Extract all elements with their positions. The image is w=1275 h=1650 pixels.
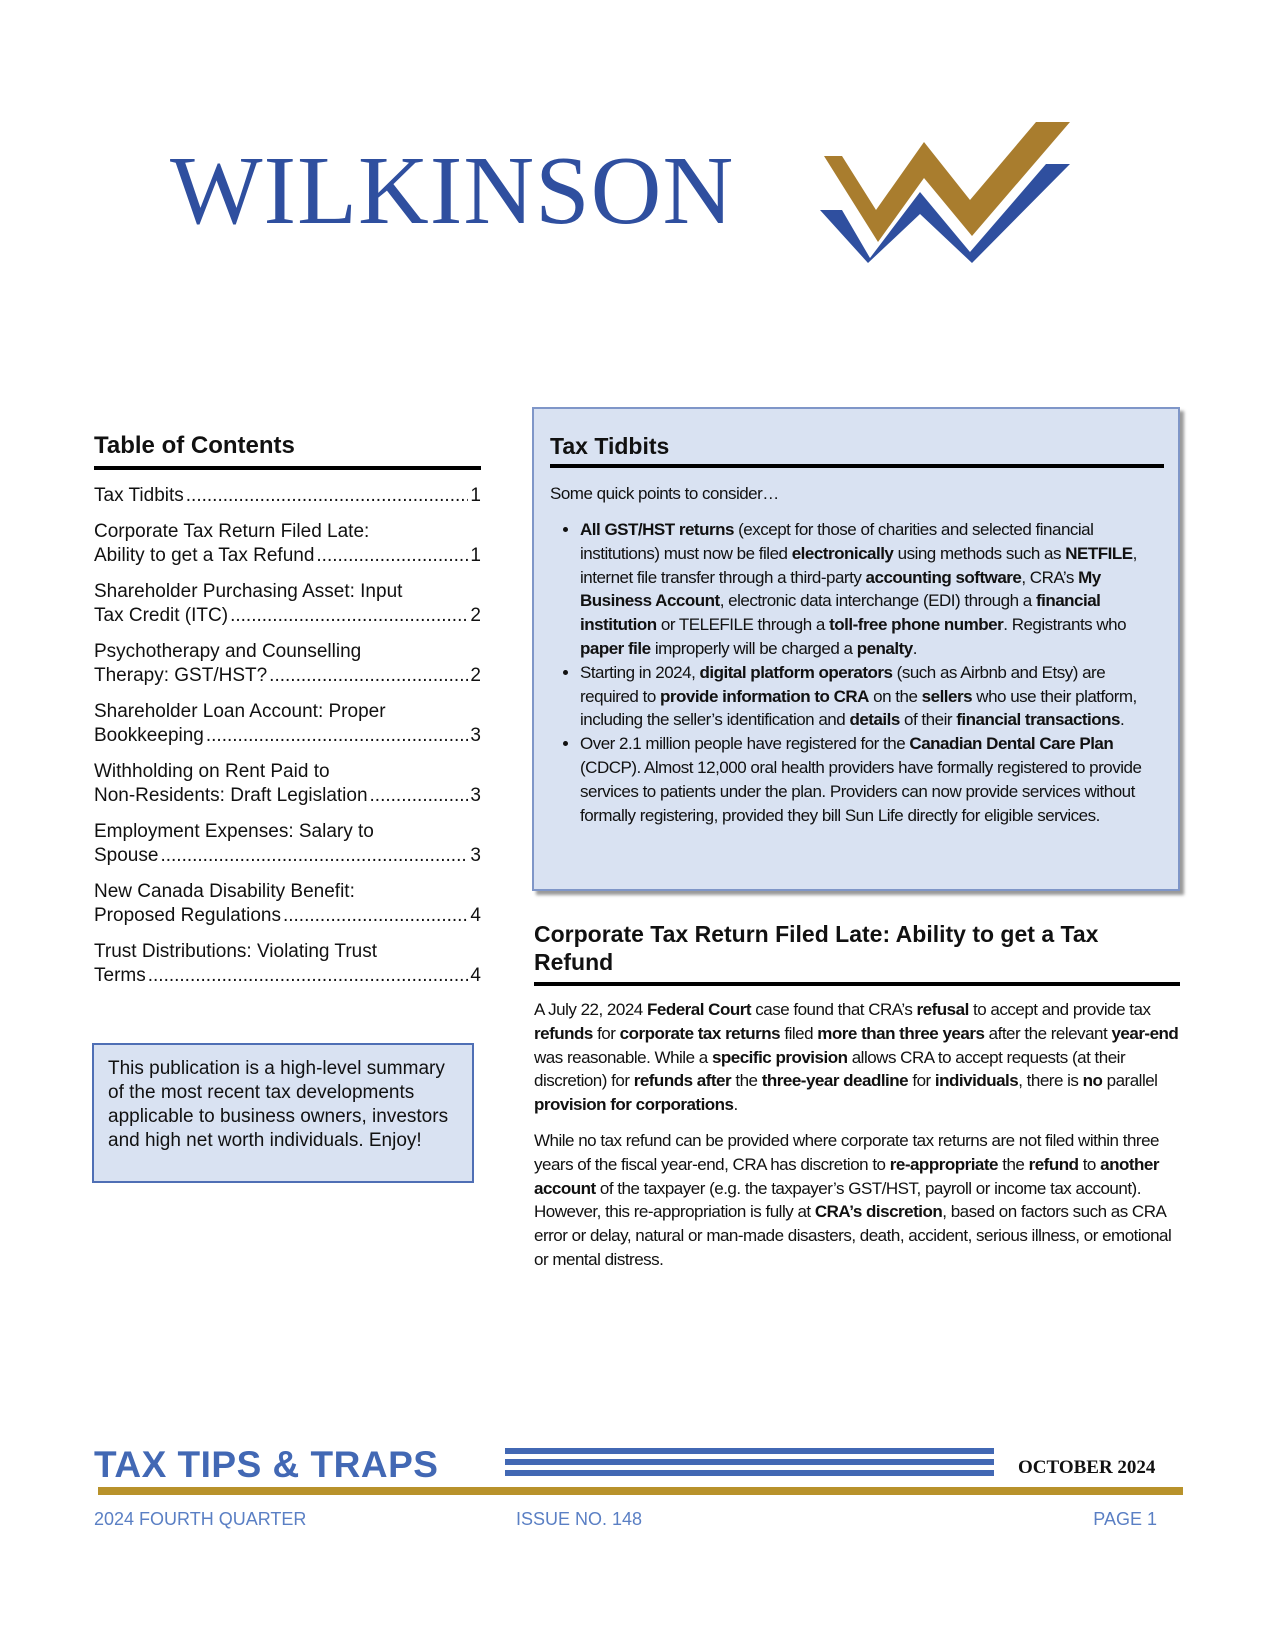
tidbit-bullet <box>580 661 1164 732</box>
bold-text: sellers <box>921 686 973 706</box>
toc-entry[interactable] <box>94 520 481 568</box>
toc-entry-title: Spouse <box>94 845 159 866</box>
article-corporate-tax-return <box>534 920 1180 1272</box>
toc-dot-leader <box>269 664 468 688</box>
toc-entry-line <box>94 844 481 868</box>
toc-entry-title-line: Psychotherapy and Counselling <box>94 641 362 662</box>
text-run: using methods such as <box>893 543 1066 563</box>
article-paragraph <box>534 1129 1180 1272</box>
logo-w-mark-icon <box>820 118 1070 263</box>
toc-entry-line <box>94 664 481 688</box>
text-run: the <box>998 1154 1029 1174</box>
toc-entry-line <box>94 484 481 508</box>
bold-text: no <box>1082 1071 1103 1091</box>
bold-text: refunds after <box>633 1071 732 1091</box>
bold-text: another account <box>534 1154 1159 1198</box>
footer-decorative-lines <box>505 1448 994 1481</box>
toc-entry-title: Ability to get a Tax Refund <box>94 545 315 566</box>
text-run: . <box>912 638 917 658</box>
text-run: of the taxpayer (e.g. the taxpayer’s GST/HST, payroll or income tax account). However, this re-appropriation is fully at <box>534 1178 1141 1222</box>
footer-issue-number: ISSUE NO. 148 <box>516 1509 643 1529</box>
bold-text: re-appropriate <box>889 1154 998 1174</box>
toc-entry-title: Proposed Regulations <box>94 905 281 926</box>
text-run: , CRA’s <box>1021 567 1079 587</box>
tidbits-title: Tax Tidbits <box>550 433 1164 468</box>
text-run: was reasonable. While a <box>534 1047 712 1067</box>
toc-page-number: 3 <box>470 785 481 806</box>
toc-entry-title: Bookkeeping <box>94 725 204 746</box>
bold-text: refund <box>1028 1154 1079 1174</box>
bold-text: Federal Court <box>646 1000 752 1019</box>
toc-entry[interactable] <box>94 484 481 508</box>
bold-text: All GST/HST returns <box>580 520 734 539</box>
footer-line <box>505 1448 994 1454</box>
toc-entry-line <box>94 964 481 988</box>
bold-text: specific provision <box>711 1047 848 1067</box>
toc-entry[interactable] <box>94 580 481 628</box>
toc-entry-title-line: New Canada Disability Benefit: <box>94 881 355 902</box>
bold-text: provision for corporations <box>534 1095 734 1115</box>
article-paragraph <box>534 998 1180 1117</box>
text-run: While no tax refund can be provided where corporate tax returns are not filed within three years of the fiscal year-end, CRA has discretion to <box>534 1130 1159 1174</box>
toc-entry-title: Tax Credit (ITC) <box>94 605 229 626</box>
toc-entry-title-line: Shareholder Purchasing Asset: Input <box>94 581 403 602</box>
bold-text: paper file <box>580 638 651 658</box>
tax-tidbits-box <box>532 407 1180 891</box>
toc-dot-leader <box>283 904 468 928</box>
footer-line <box>505 1470 994 1476</box>
toc-dot-leader <box>160 844 468 868</box>
toc-entry-title: Therapy: GST/HST? <box>94 665 268 686</box>
bold-text: three-year deadline <box>761 1071 909 1091</box>
text-run: (such as Airbnb and Etsy) are required to <box>580 662 1106 706</box>
text-run: parallel <box>1102 1071 1158 1091</box>
bold-text: financial transactions <box>956 710 1121 730</box>
footer-page-number: PAGE 1 <box>1093 1509 1157 1529</box>
toc-dot-leader <box>148 964 469 988</box>
text-run: (CDCP). Almost 12,000 oral health providers have formally registered to provide services to patients under the plan. Providers can now provide services without formally registering, provided they bill Sun Life directly for eligible services. <box>580 757 1142 825</box>
toc-entry-line <box>94 724 481 748</box>
toc-entry-title-line: Shareholder Loan Account: Proper <box>94 701 386 722</box>
text-run: after the relevant <box>984 1023 1112 1043</box>
tidbit-bullet <box>580 518 1164 661</box>
toc-entry[interactable] <box>94 820 481 868</box>
article-body <box>534 998 1180 1272</box>
text-run: , there is <box>1018 1071 1083 1091</box>
bold-text: corporate tax returns <box>619 1023 781 1043</box>
bold-text: accounting software <box>865 567 1022 587</box>
toc-entry[interactable] <box>94 700 481 748</box>
text-run: to <box>1078 1154 1101 1174</box>
toc-entry-title-line: Employment Expenses: Salary to <box>94 821 374 842</box>
text-run: . <box>1120 710 1125 730</box>
footer-line <box>505 1459 994 1465</box>
text-run: of their <box>899 710 957 730</box>
text-run: the <box>731 1071 762 1091</box>
toc-title: Table of Contents <box>94 432 481 470</box>
bold-text: year-end <box>1111 1023 1179 1043</box>
bold-text: financial institution <box>580 591 1101 635</box>
text-run: on the <box>868 686 922 706</box>
toc-page-number: 3 <box>470 725 481 746</box>
bold-text: My Business Account <box>580 567 1101 611</box>
text-run: filed <box>780 1023 818 1043</box>
text-run: Starting in 2024, <box>580 662 700 682</box>
text-run: . <box>733 1095 738 1115</box>
text-run: case found that CRA’s <box>751 1000 917 1019</box>
text-run: (except for those of charities and selected financial institutions) must now be filed <box>580 520 1094 563</box>
bold-text: NETFILE <box>1065 543 1133 563</box>
text-run: A July 22, 2024 <box>534 1000 647 1019</box>
toc-dot-leader <box>230 604 468 628</box>
toc-entry[interactable] <box>94 640 481 688</box>
bold-text: more than three years <box>817 1023 985 1043</box>
toc-page-number: 1 <box>470 485 481 506</box>
article-title: Corporate Tax Return Filed Late: Ability to get a Tax Refund <box>534 920 1180 986</box>
toc-page-number: 2 <box>470 605 481 626</box>
bold-text: toll-free phone number <box>829 615 1004 635</box>
toc-entry-title-line: Withholding on Rent Paid to <box>94 761 330 782</box>
bold-text: Canadian Dental Care Plan <box>909 734 1114 754</box>
tidbits-intro: Some quick points to consider… <box>550 484 779 503</box>
toc-list <box>94 484 481 988</box>
tidbit-bullet <box>580 732 1164 827</box>
toc-dot-leader <box>186 484 469 508</box>
bold-text: digital platform operators <box>699 662 893 682</box>
text-run: Over 2.1 million people have registered for the <box>580 734 910 754</box>
text-run: . Registrants who <box>1003 615 1127 635</box>
publication-summary-box: This publication is a high-level summary of the most recent tax developments applicable to business owners, investors and high net worth individuals. Enjoy! <box>92 1043 474 1183</box>
bold-text: details <box>849 710 900 730</box>
bold-text: refunds <box>534 1023 593 1043</box>
toc-dot-leader <box>206 724 469 748</box>
text-run: allows CRA to accept requests (at their discretion) for <box>534 1047 1126 1091</box>
text-run: improperly will be charged a <box>650 638 857 658</box>
company-logo-text: WILKINSON <box>170 137 735 245</box>
toc-entry-line <box>94 904 481 928</box>
bold-text: individuals <box>934 1071 1019 1091</box>
toc-page-number: 4 <box>470 905 481 926</box>
text-run: for <box>592 1023 620 1043</box>
text-run: or TELEFILE through a <box>656 615 830 635</box>
toc-page-number: 1 <box>470 545 481 566</box>
text-run: , internet file transfer through a third-party <box>580 543 1137 587</box>
toc-entry-line <box>94 604 481 628</box>
toc-entry[interactable] <box>94 760 481 808</box>
text-run: for <box>908 1071 935 1091</box>
table-of-contents <box>94 432 481 988</box>
toc-entry-title-line: Trust Distributions: Violating Trust <box>94 941 377 962</box>
toc-page-number: 3 <box>470 845 481 866</box>
newsletter-title: TAX TIPS & TRAPS <box>94 1444 439 1485</box>
toc-entry[interactable] <box>94 880 481 928</box>
text-run: to accept and provide tax <box>968 1000 1151 1019</box>
text-run: who use their platform, including the seller’s identification and <box>580 686 1137 730</box>
issue-date: OCTOBER 2024 <box>1018 1457 1156 1478</box>
toc-page-number: 2 <box>470 665 481 686</box>
toc-entry-line <box>94 784 481 808</box>
toc-entry-title-line: Corporate Tax Return Filed Late: <box>94 521 370 542</box>
bold-text: electronically <box>791 543 894 563</box>
bold-text: refusal <box>916 1000 969 1019</box>
bold-text: provide information to CRA <box>660 686 869 706</box>
tidbits-bullet-list <box>550 518 1164 827</box>
toc-dot-leader <box>370 784 469 808</box>
toc-entry-line <box>94 544 481 568</box>
bold-text: penalty <box>856 638 913 658</box>
text-run: , based on factors such as CRA error or delay, natural or man-made disasters, death, accident, serious illness, or emotional or mental distress. <box>534 1202 1172 1269</box>
toc-entry[interactable] <box>94 940 481 988</box>
toc-page-number: 4 <box>470 965 481 986</box>
bold-text: CRA’s discretion <box>814 1202 943 1222</box>
toc-entry-title: Tax Tidbits <box>94 485 184 506</box>
toc-entry-title: Non-Residents: Draft Legislation <box>94 785 368 806</box>
footer-gold-rule <box>98 1487 1183 1495</box>
toc-dot-leader <box>316 544 468 568</box>
toc-entry-title: Terms <box>94 965 146 986</box>
text-run: , electronic data interchange (EDI) through a <box>719 591 1036 611</box>
footer-quarter: 2024 FOURTH QUARTER <box>94 1509 307 1529</box>
